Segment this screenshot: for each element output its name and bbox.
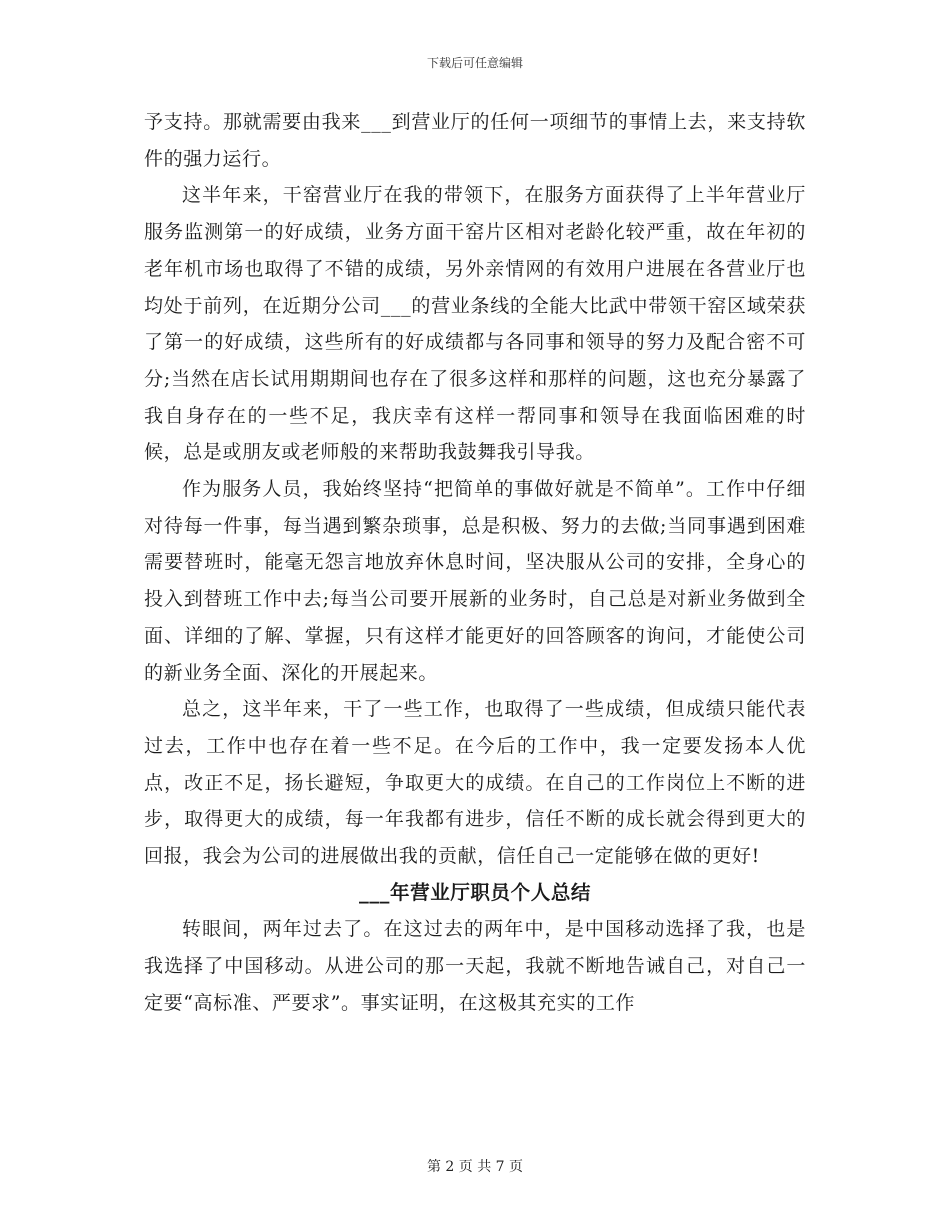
paragraph-section-intro: 转眼间，两年过去了。在这过去的两年中，是中国移动选择了我，也是我选择了中国移动。从进公司的那一天起，我就不断地告诫自己，对自己一定要“高标准、严要求”。事实证明，在这极其充实的工作 bbox=[144, 918, 806, 1014]
paragraph-achievements: 这半年来，干窑营业厅在我的带领下，在服务方面获得了上半年营业厅服务监测第一的好成绩，业务方面干窑片区相对老龄化较严重，故在年初的老年机市场也取得了不错的成绩，另外亲情网的有效用户进展在各营业厅也均处于前列，在近期分公司___的营业条线的全能大比武中带领干窑区域荣获了第一的好成绩，这些所有的好成绩都与各同事和领导的努力及配合密不可分;当然在店长试用期期间也存在了很多这样和那样的问题，这也充分暴露了我自身存在的一些不足，我庆幸有这样一帮同事和领导在我面临困难的时候，总是或朋友或老师般的来帮助我鼓舞我引导我。 bbox=[144, 184, 806, 464]
document-body bbox=[144, 104, 806, 1022]
paragraph-service-attitude: 作为服务人员，我始终坚持“把简单的事做好就是不简单”。工作中仔细对待每一件事，每当遇到繁杂琐事，总是积极、努力的去做;当同事遇到困难需要替班时，能毫无怨言地放弃休息时间，坚决服从公司的安排，全身心的投入到替班工作中去;每当公司要开展新的业务时，自己总是对新业务做到全面、详细的了解、掌握，只有这样才能更好的回答顾客的询问，才能使公司的新业务全面、深化的开展起来。 bbox=[144, 478, 806, 684]
section-title: ___年营业厅职员个人总结 bbox=[358, 880, 592, 904]
header-note: 下载后可任意编辑 bbox=[426, 56, 523, 70]
page-number: 第 2 页 共 7 页 bbox=[426, 1159, 524, 1175]
paragraph-conclusion: 总之，这半年来，干了一些工作，也取得了一些成绩，但成绩只能代表过去，工作中也存在着一些不足。在今后的工作中，我一定要发扬本人优点，改正不足，扬长避短，争取更大的成绩。在自己的工作岗位上不断的进步，取得更大的成绩，每一年我都有进步，信任不断的成长就会得到更大的回报，我会为公司的进展做出我的贡献，信任自己一定能够在做的更好! bbox=[144, 698, 806, 868]
paragraph-continuation: 予支持。那就需要由我来___到营业厅的任何一项细节的事情上去，来支持软件的强力运行。 bbox=[144, 111, 806, 170]
